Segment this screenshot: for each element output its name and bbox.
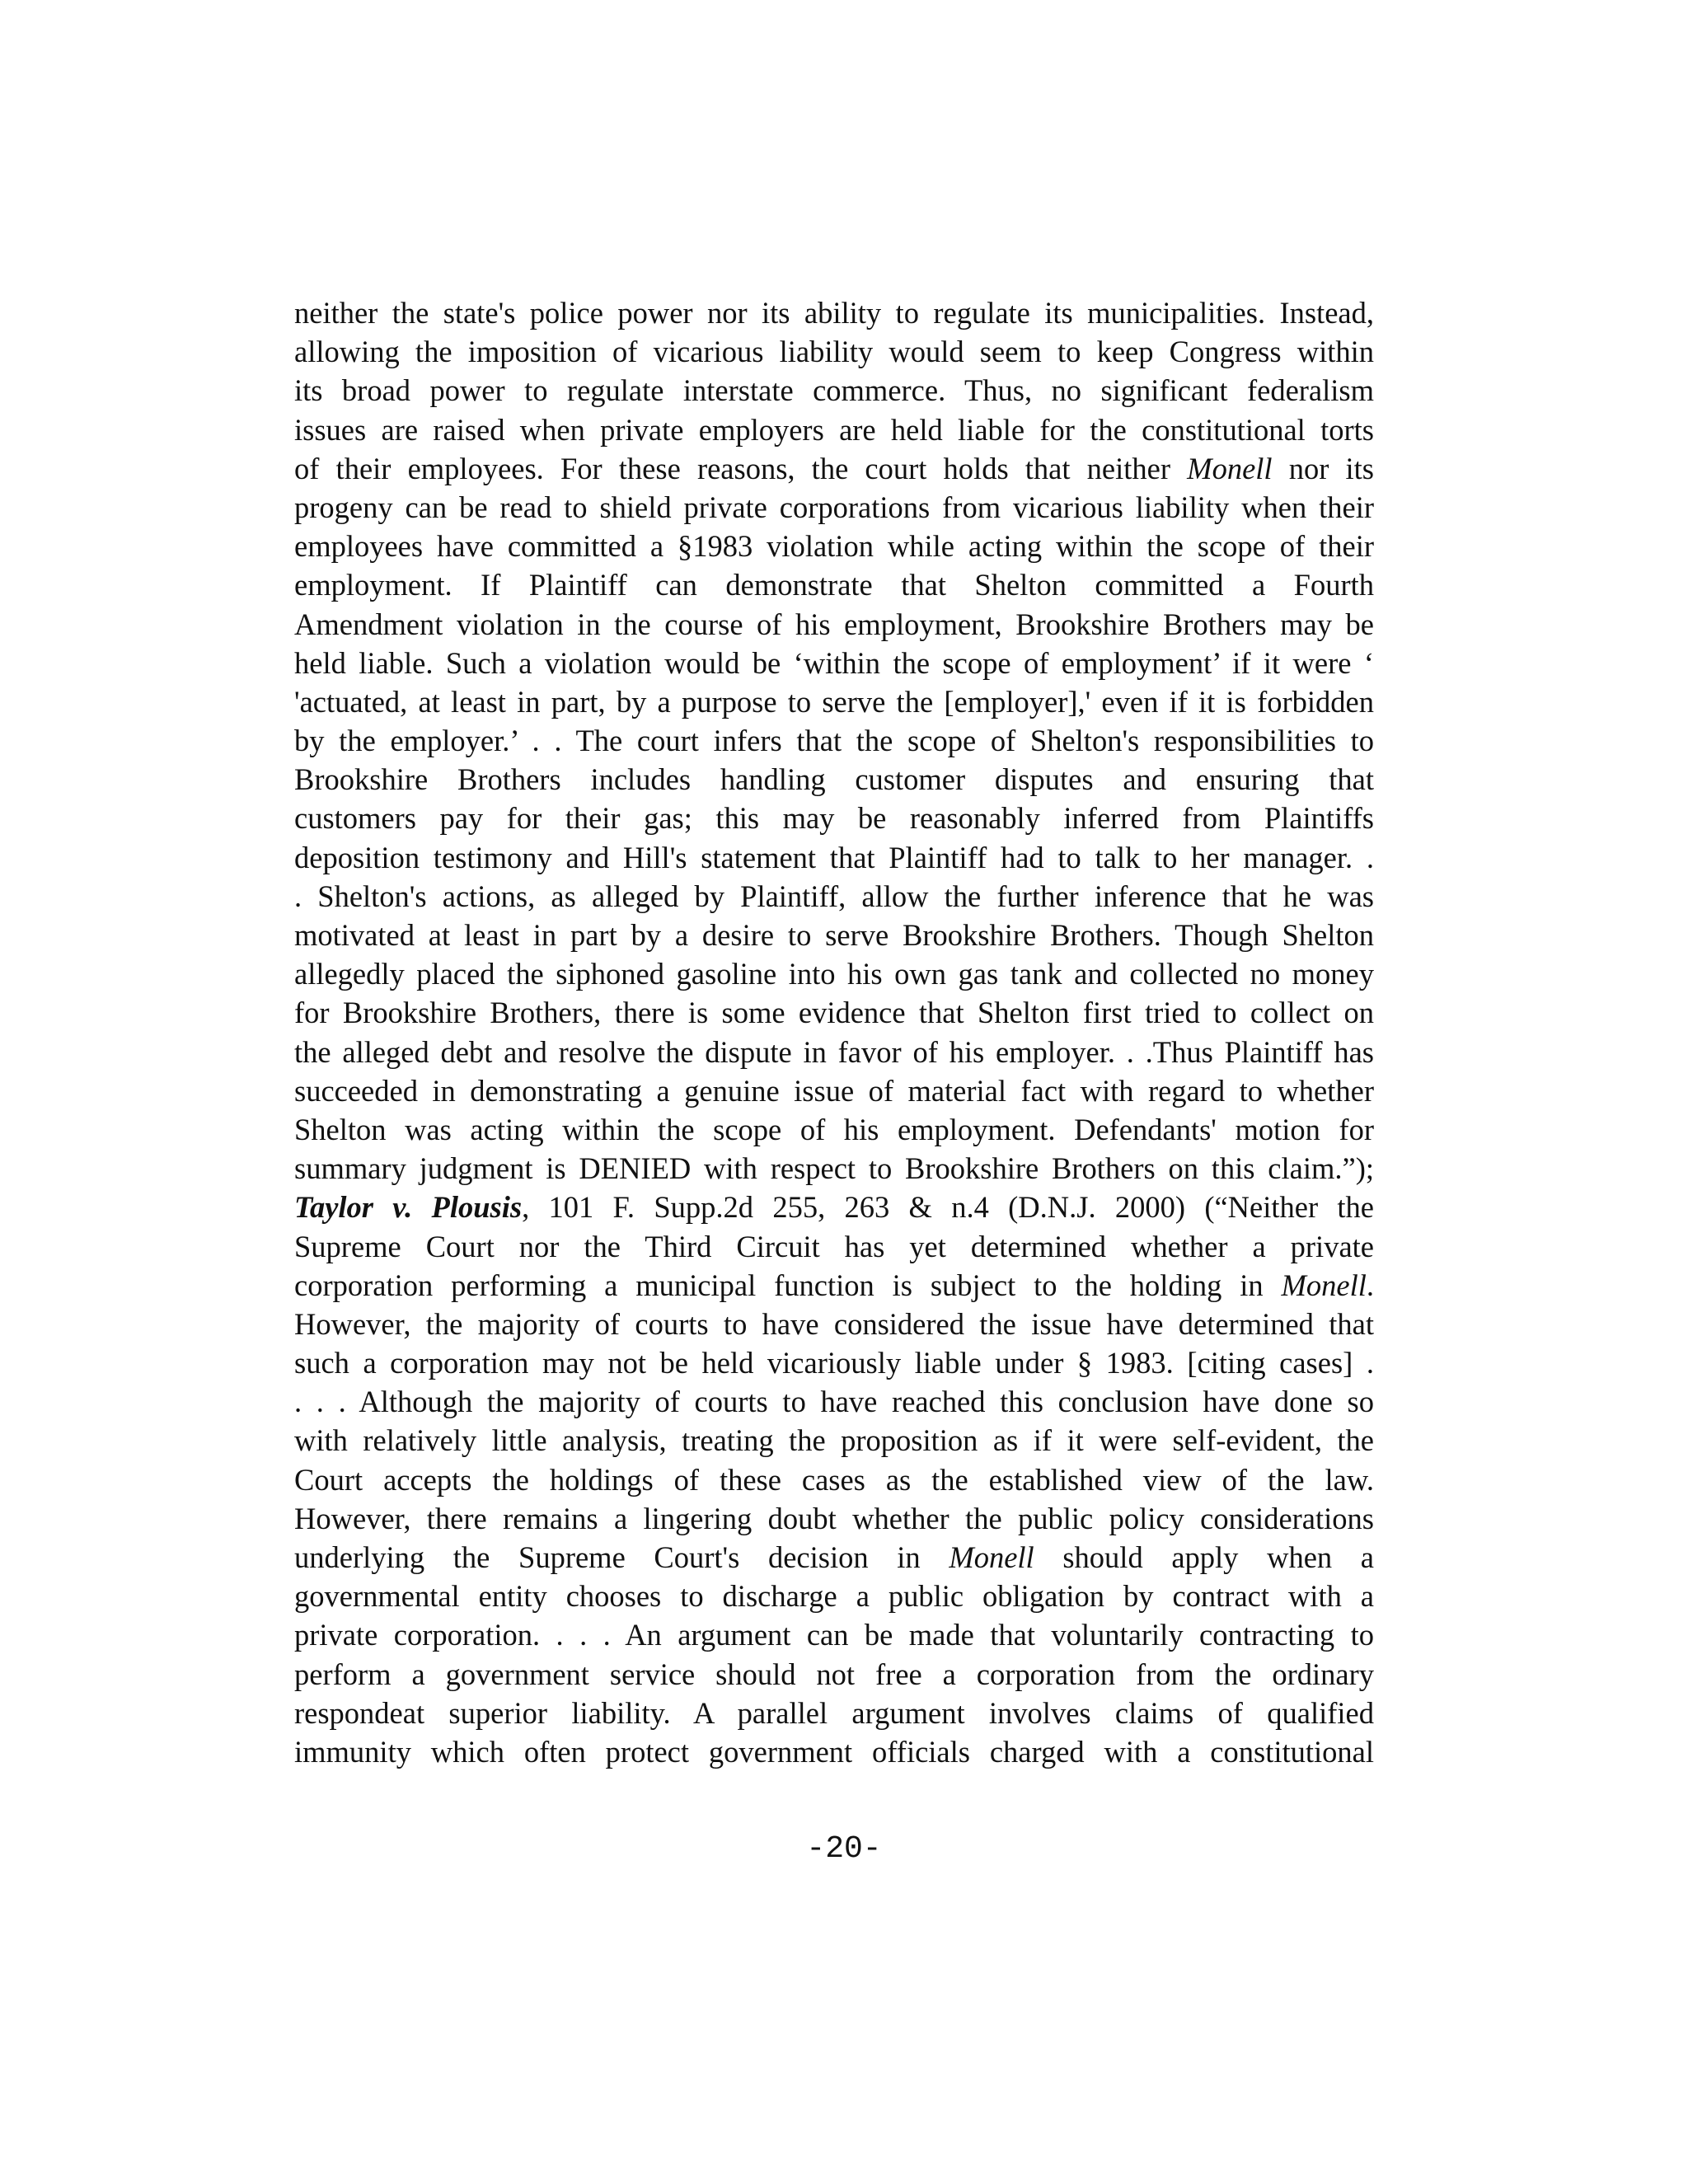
text-segment: immunity which often protect government officials charged with a constitutional <box>294 1734 1374 1769</box>
italic-text: Monell <box>949 1540 1034 1574</box>
text-line <box>294 760 1374 799</box>
text-segment: succeeded in demonstrating a genuine issue of material fact with regard to whether <box>294 1073 1374 1108</box>
text-line <box>294 1033 1374 1071</box>
text-line <box>294 527 1374 565</box>
text-line <box>294 565 1374 604</box>
text-segment: the alleged debt and resolve the dispute in favor of his employer. . .Thus Plaintiff has <box>294 1034 1374 1069</box>
text-line <box>294 488 1374 527</box>
text-line <box>294 877 1374 916</box>
text-line <box>294 1615 1374 1654</box>
text-line <box>294 1499 1374 1538</box>
text-segment: perform a government service should not free a corporation from the ordinary <box>294 1657 1374 1691</box>
text-segment: Brookshire Brothers includes handling customer disputes and ensuring that <box>294 762 1374 797</box>
text-segment: Supreme Court nor the Third Circuit has yet determined whether a private <box>294 1229 1374 1263</box>
text-segment: for Brookshire Brothers, there is some evidence that Shelton first tried to collect on <box>294 996 1374 1030</box>
text-segment: private corporation. . . . An argument can be made that voluntarily contracting to <box>294 1618 1374 1652</box>
text-line <box>294 1227 1374 1266</box>
text-line <box>294 993 1374 1032</box>
text-line <box>294 1732 1374 1771</box>
text-segment: motivated at least in part by a desire to serve Brookshire Brothers. Though Shelton <box>294 918 1374 952</box>
text-line <box>294 1538 1374 1577</box>
text-segment: its broad power to regulate interstate commerce. Thus, no significant federalism <box>294 373 1374 408</box>
text-line <box>294 449 1374 488</box>
text-segment: respondeat superior liability. A parallel argument involves claims of qualified <box>294 1695 1374 1730</box>
text-line <box>294 1382 1374 1421</box>
text-segment: should apply when a <box>1034 1540 1374 1574</box>
text-line <box>294 1110 1374 1149</box>
text-line <box>294 1188 1374 1226</box>
text-segment: However, the majority of courts to have considered the issue have determined that <box>294 1306 1374 1341</box>
text-line <box>294 1343 1374 1382</box>
text-line <box>294 916 1374 954</box>
text-line <box>294 682 1374 721</box>
text-segment: customers pay for their gas; this may be reasonably inferred from Plaintiffs <box>294 801 1374 836</box>
text-segment: held liable. Such a violation would be ‘within the scope of employment’ if it were ‘ <box>294 645 1374 680</box>
text-segment: Shelton was acting within the scope of his employment. Defendants' motion for <box>294 1112 1374 1146</box>
text-line <box>294 721 1374 760</box>
text-line <box>294 644 1374 682</box>
text-line <box>294 1305 1374 1343</box>
text-line <box>294 1266 1374 1305</box>
text-segment: underlying the Supreme Court's decision in <box>294 1540 950 1574</box>
text-line <box>294 954 1374 993</box>
text-segment: of their employees. For these reasons, the court holds that neither <box>294 451 1188 485</box>
text-segment: , 101 F. Supp.2d 255, 263 & n.4 (D.N.J. 2000) (“Neither the <box>522 1190 1374 1225</box>
text-line <box>294 371 1374 410</box>
italic-text: Monell <box>1281 1268 1367 1302</box>
text-segment: issues are raised when private employers are held liable for the constitutional torts <box>294 412 1374 447</box>
text-segment: employees have committed a §1983 violation while acting within the scope of their <box>294 529 1374 564</box>
text-segment: with relatively little analysis, treating the proposition as if it were self-evident, the <box>294 1423 1374 1458</box>
text-segment: employment. If Plaintiff can demonstrate that Shelton committed a Fourth <box>294 568 1374 602</box>
text-segment: summary judgment is DENIED with respect to Brookshire Brothers on this claim.”); <box>294 1151 1374 1186</box>
text-line <box>294 1655 1374 1694</box>
text-segment: . <box>1366 1268 1374 1302</box>
text-line <box>294 332 1374 371</box>
text-segment: deposition testimony and Hill's statement that Plaintiff had to talk to her manager. . <box>294 840 1374 874</box>
text-segment: Court accepts the holdings of these cases as the established view of the law. <box>294 1462 1374 1497</box>
text-line <box>294 293 1374 332</box>
text-segment: . Shelton's actions, as alleged by Plaintiff, allow the further inference that he was <box>294 879 1374 913</box>
text-line <box>294 605 1374 644</box>
text-line <box>294 1421 1374 1460</box>
text-line <box>294 1149 1374 1188</box>
text-line <box>294 1694 1374 1732</box>
text-segment: allegedly placed the siphoned gasoline into his own gas tank and collected no money <box>294 957 1374 991</box>
italic-text: Monell <box>1187 451 1273 485</box>
text-segment: governmental entity chooses to discharge a public obligation by contract with a <box>294 1579 1374 1614</box>
page-number: -20- <box>806 1831 882 1867</box>
text-segment: neither the state's police power nor its ability to regulate its municipalities. Instead, <box>294 296 1374 330</box>
text-segment: such a corporation may not be held vicariously liable under § 1983. [citing cases] . <box>294 1346 1374 1380</box>
text-line <box>294 1460 1374 1499</box>
text-segment: by the employer.’ . . The court infers that the scope of Shelton's responsibilities to <box>294 724 1374 758</box>
case-name: Taylor v. Plousis <box>294 1190 523 1225</box>
text-line <box>294 1577 1374 1615</box>
text-segment: . . . Although the majority of courts to have reached this conclusion have done so <box>294 1385 1374 1419</box>
text-segment: Amendment violation in the course of his employment, Brookshire Brothers may be <box>294 607 1374 641</box>
text-segment: allowing the imposition of vicarious liability would seem to keep Congress within <box>294 335 1374 369</box>
text-segment: However, there remains a lingering doubt whether the public policy considerations <box>294 1501 1374 1535</box>
text-line <box>294 410 1374 449</box>
text-segment: 'actuated, at least in part, by a purpose to serve the [employer],' even if it is forbidden <box>294 684 1374 719</box>
text-line <box>294 838 1374 877</box>
body-text <box>294 293 1374 1771</box>
text-segment: progeny can be read to shield private corporations from vicarious liability when their <box>294 490 1374 524</box>
text-segment: nor its <box>1272 451 1374 485</box>
text-segment: corporation performing a municipal function is subject to the holding in <box>294 1268 1282 1302</box>
text-line <box>294 799 1374 837</box>
text-line <box>294 1071 1374 1110</box>
